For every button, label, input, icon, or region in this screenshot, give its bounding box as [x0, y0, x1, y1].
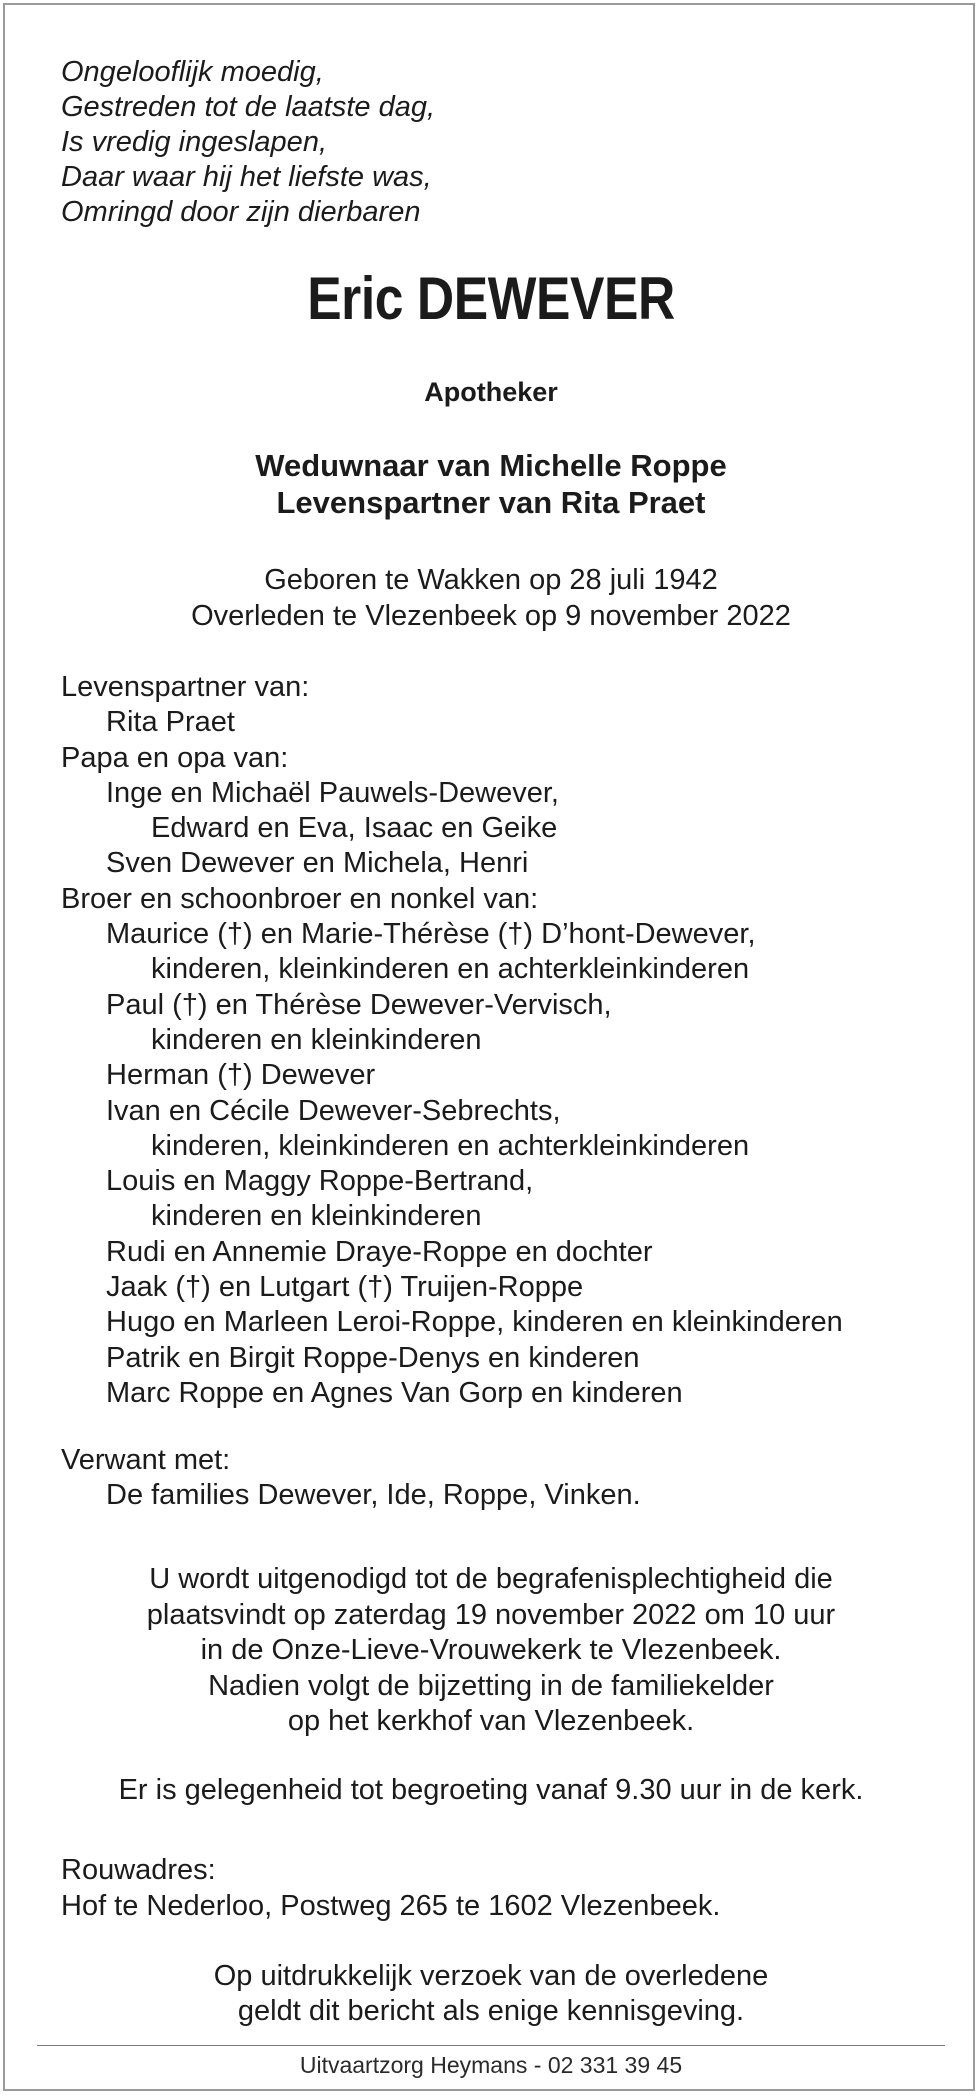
related-label: Verwant met:: [61, 1444, 231, 1476]
funeral-line: op het kerkhof van Vlezenbeek.: [287, 1705, 695, 1737]
death-line: Overleden te Vlezenbeek op 9 november 2022: [191, 600, 791, 632]
related-families: De families Dewever, Ide, Roppe, Vinken.: [106, 1479, 641, 1511]
life-dates: [5, 562, 977, 634]
family-line: kinderen, kleinkinderen en achterkleinkinderen: [151, 1129, 750, 1162]
family-line: Inge en Michaël Pauwels-Dewever,: [106, 776, 559, 809]
family-line: Hugo en Marleen Leroi-Roppe, kinderen en kleinkinderen: [106, 1306, 843, 1339]
visitation-info: Er is gelegenheid tot begroeting vanaf 9.30 uur in de kerk.: [118, 1774, 864, 1806]
poem-line: Daar waar hij het liefste was,: [61, 161, 432, 193]
funeral-line: Nadien volgt de bijzetting in de familiekelder: [208, 1669, 774, 1702]
family-line: Edward en Eva, Isaac en Geike: [151, 812, 558, 845]
poem-line: Omringd door zijn dierbaren: [61, 196, 421, 228]
family-line: Broer en schoonbroer en nonkel van:: [61, 882, 539, 915]
funeral-director: Uitvaartzorg Heymans - 02 331 39 45: [299, 2052, 683, 2078]
family-list: [61, 670, 843, 1411]
address-label: Rouwadres:: [61, 1854, 216, 1886]
family-line: Patrik en Birgit Roppe-Denys en kinderen: [106, 1341, 640, 1374]
notice-line: Op uitdrukkelijk verzoek van de overledene: [213, 1960, 769, 1992]
family-line: Louis en Maggy Roppe-Bertrand,: [106, 1165, 534, 1198]
funeral-line: U wordt uitgenodigd tot de begrafenisplechtigheid die: [149, 1563, 833, 1595]
poem: [61, 55, 435, 230]
funeral-line: in de Onze-Lieve-Vrouwekerk te Vlezenbeek.: [200, 1634, 782, 1666]
related-section: [61, 1443, 641, 1513]
family-line: Rudi en Annemie Draye-Roppe en dochter: [106, 1235, 653, 1268]
poem-line: Gestreden tot de laatste dag,: [61, 91, 436, 123]
family-line: kinderen, kleinkinderen en achterkleinkinderen: [151, 953, 750, 986]
family-line: Paul (†) en Thérèse Dewever-Vervisch,: [106, 988, 612, 1021]
notice-line: geldt dit bericht als enige kennisgeving.: [237, 1995, 745, 2027]
family-line: Papa en opa van:: [61, 741, 289, 774]
footer-divider: [37, 2045, 945, 2046]
family-line: kinderen en kleinkinderen: [151, 1023, 482, 1056]
funeral-info: [5, 1562, 977, 1740]
obituary-card: [3, 3, 975, 2091]
poem-line: Is vredig ingeslapen,: [61, 126, 327, 158]
family-line: Marc Roppe en Agnes Van Gorp en kinderen: [106, 1376, 683, 1409]
address-text: Hof te Nederloo, Postweg 265 te 1602 Vlezenbeek.: [61, 1889, 721, 1922]
relations: [5, 447, 977, 521]
family-line: Rita Praet: [106, 706, 235, 739]
family-line: Jaak (†) en Lutgart (†) Truijen-Roppe: [106, 1271, 584, 1304]
relation-partner: Levenspartner van Rita Praet: [276, 485, 706, 520]
mourning-address: [61, 1853, 720, 1924]
profession: Apotheker: [424, 377, 558, 407]
poem-line: Ongelooflijk moedig,: [61, 56, 324, 88]
family-line: Ivan en Cécile Dewever-Sebrechts,: [106, 1094, 561, 1127]
family-line: kinderen en kleinkinderen: [151, 1200, 482, 1233]
relation-widower: Weduwnaar van Michelle Roppe: [255, 448, 727, 483]
deceased-name: Eric DEWEVER: [307, 265, 675, 332]
family-line: Levenspartner van:: [61, 671, 310, 703]
family-line: Sven Dewever en Michela, Henri: [106, 847, 529, 880]
funeral-line: plaatsvindt op zaterdag 19 november 2022 om 10 uur: [146, 1598, 836, 1631]
family-line: Maurice (†) en Marie-Thérèse (†) D’hont-Dewever,: [106, 918, 756, 951]
birth-line: Geboren te Wakken op 28 juli 1942: [264, 564, 718, 596]
notice: [5, 1959, 977, 2029]
family-line: Herman (†) Dewever: [106, 1059, 376, 1092]
